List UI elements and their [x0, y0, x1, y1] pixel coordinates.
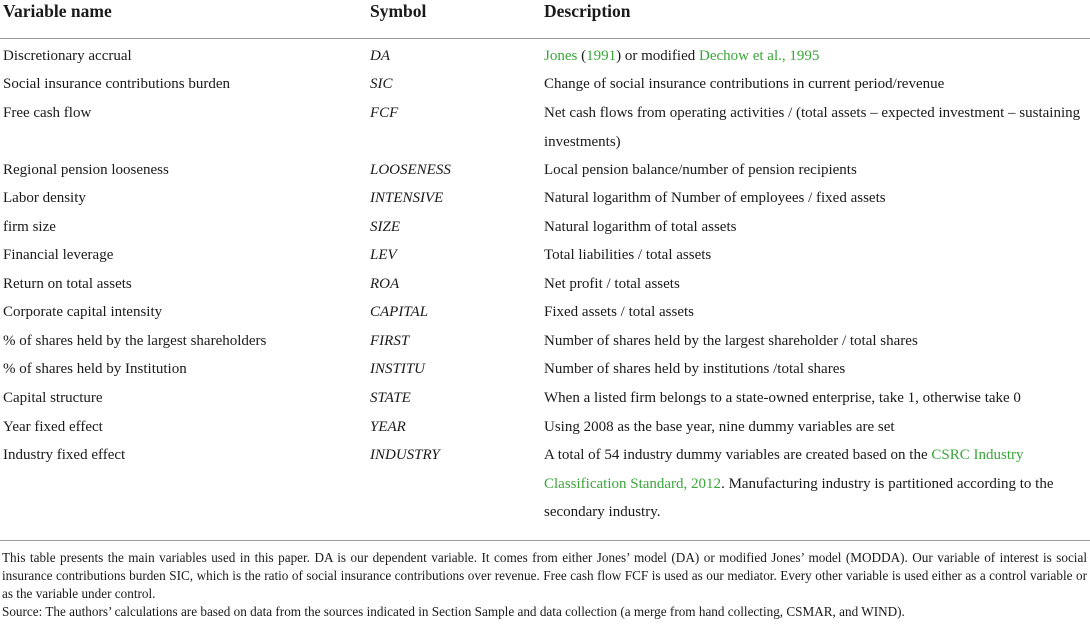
cell-variable-name: % of shares held by the largest shareholders	[3, 333, 267, 349]
cell-variable-name: Corporate capital intensity	[3, 304, 163, 320]
cell-variable-name: Industry fixed effect	[3, 447, 126, 463]
description-text: ) or modified	[616, 48, 699, 64]
header-description: Description	[544, 1, 631, 21]
cell-description	[544, 327, 1084, 356]
cell-symbol: STATE	[370, 390, 411, 406]
cell-symbol: FCF	[370, 105, 399, 121]
cell-symbol: DA	[370, 48, 390, 64]
description-text: Net cash flows from operating activities / (total assets – expected investment – sustaining investments)	[544, 105, 1081, 150]
description-text: Change of social insurance contributions in current period/revenue	[544, 76, 945, 92]
table-bottom-rule	[0, 540, 1090, 541]
header-variable-name: Variable name	[3, 1, 112, 21]
cell-symbol: LOOSENESS	[370, 162, 451, 178]
table-footnote: This table presents the main variables used in this paper. DA is our dependent variable. It comes from either Jones’ model (DA) or modified Jones’ model (MODDA). Our variable of interest is social insurance contributions burden SIC, which is the ratio of social insurance contributions over revenue. Free cash flow FCF is used as our mediator. Every other variable is used either as a control variable or as the variable under control.	[2, 550, 1087, 601]
description-text: Local pension balance/number of pension recipients	[544, 162, 857, 178]
description-text: When a listed firm belongs to a state-owned enterprise, take 1, otherwise take 0	[544, 390, 1021, 406]
cell-symbol: SIC	[370, 76, 393, 92]
description-text: Number of shares held by institutions /total shares	[544, 361, 846, 377]
description-text: (	[577, 48, 587, 64]
cell-description	[544, 99, 1084, 156]
cell-description	[544, 270, 1084, 299]
cell-variable-name: % of shares held by Institution	[3, 361, 187, 377]
cell-symbol: INTENSIVE	[370, 190, 444, 206]
cell-variable-name: Regional pension looseness	[3, 162, 169, 178]
description-text: Natural logarithm of total assets	[544, 219, 737, 235]
cell-variable-name: Year fixed effect	[3, 419, 103, 435]
description-text: Net profit / total assets	[544, 276, 680, 292]
cell-symbol: YEAR	[370, 419, 406, 435]
cell-description	[544, 70, 1084, 99]
cell-description	[544, 42, 1084, 71]
description-text: Natural logarithm of Number of employees / fixed assets	[544, 190, 886, 206]
citation-link[interactable]: Dechow et al., 1995	[699, 48, 820, 64]
cell-variable-name: Labor density	[3, 190, 86, 206]
cell-description	[544, 213, 1084, 242]
cell-description	[544, 413, 1084, 442]
citation-link[interactable]: Jones	[544, 48, 578, 64]
cell-description	[544, 384, 1084, 413]
cell-symbol: SIZE	[370, 219, 400, 235]
cell-symbol: LEV	[370, 247, 397, 263]
cell-description	[544, 441, 1084, 527]
description-text: Number of shares held by the largest shareholder / total shares	[544, 333, 918, 349]
cell-symbol: INDUSTRY	[370, 447, 440, 463]
cell-description	[544, 241, 1084, 270]
cell-description	[544, 156, 1084, 185]
cell-variable-name: Financial leverage	[3, 247, 114, 263]
table-notes	[2, 549, 1087, 621]
header-symbol: Symbol	[370, 1, 427, 21]
cell-variable-name: Capital structure	[3, 390, 103, 406]
cell-description	[544, 184, 1084, 213]
table-header	[0, 0, 1090, 39]
cell-variable-name: Return on total assets	[3, 276, 132, 292]
description-text: A total of 54 industry dummy variables are created based on the	[544, 447, 932, 463]
description-text: Total liabilities / total assets	[544, 247, 712, 263]
cell-variable-name: firm size	[3, 219, 56, 235]
citation-link[interactable]: CSRC Industry Classification Standard, 2012	[544, 447, 1024, 492]
cell-variable-name: Discretionary accrual	[3, 48, 132, 64]
cell-description	[544, 355, 1084, 384]
cell-symbol: CAPITAL	[370, 304, 429, 320]
description-text: Using 2008 as the base year, nine dummy variables are set	[544, 419, 895, 435]
cell-symbol: FIRST	[370, 333, 410, 349]
cell-variable-name: Free cash flow	[3, 105, 92, 121]
cell-symbol: ROA	[370, 276, 400, 292]
cell-symbol: INSTITU	[370, 361, 426, 377]
table-source-note: Source: The authors’ calculations are based on data from the sources indicated in Section Sample and data collection (a merge from hand collecting, CSMAR, and WIND).	[2, 604, 905, 619]
cell-variable-name: Social insurance contributions burden	[3, 76, 231, 92]
description-text: . Manufacturing industry is partitioned according to the secondary industry.	[544, 475, 1054, 520]
citation-link[interactable]: 1991	[586, 48, 617, 64]
cell-description	[544, 298, 1084, 327]
description-text: Fixed assets / total assets	[544, 304, 694, 320]
